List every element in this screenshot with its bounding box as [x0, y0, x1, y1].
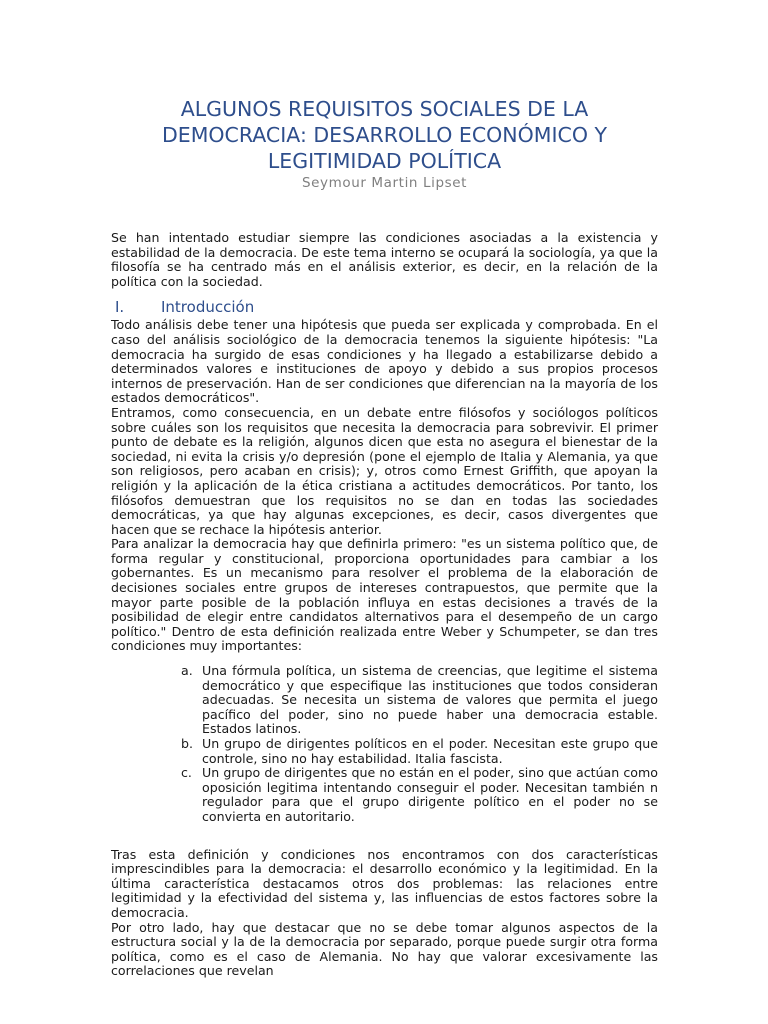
paragraph-definition: Para analizar la democracia hay que definirla primero: "es un sistema político que, de forma regular y constitucional, proporciona oportunidades para cambiar a los gobernantes. Es un mecanismo para resolver el problema de la elaboración de decisiones sociales entre grupos de intereses contrapuestos, que permite que la mayor parte posible de la población influya en estas decisiones a través de la posibilidad de elegir entre candidatos alternativos para el desempeño de un cargo político." Dentro de esta definición realizada entre Weber y Schumpeter, se dan tres condiciones muy importantes: — [111, 536, 658, 654]
list-marker: a. — [181, 663, 193, 679]
title-line-1: ALGUNOS REQUISITOS SOCIALES DE LA — [180, 97, 589, 121]
list-item-text: Un grupo de dirigentes políticos en el poder. Necesitan este grupo que controle, sino no hay estabilidad. Italia fascista. — [202, 736, 658, 766]
list-item-text: Una fórmula política, un sistema de creencias, que legitime el sistema democrático y que especifique las instituciones que todos consideran adecuadas. Se necesita un sistema de valores que permita el juego pacífico del poder, sino no puede haber una democracia estable. Estados latinos. — [202, 663, 658, 737]
author-name: Seymour Martin Lipset — [301, 175, 468, 191]
intro-paragraph: Se han intentado estudiar siempre las condiciones asociadas a la existencia y estabilidad de la democracia. De este tema interno se ocupará la sociología, ya que la filosofía se ha centrado más en el análisis exterior, es decir, en la relación de la política con la sociedad. — [111, 230, 658, 289]
section-number: I. — [115, 298, 125, 317]
paragraph-characteristics: Tras esta definición y condiciones nos encontramos con dos características imprescindibles para la democracia: el desarrollo económico y la legitimidad. En la última característica destacamos otros dos problemas: las relaciones entre legitimidad y la efectividad del sistema y, las influencias de estos factores sobre la democracia. — [111, 846, 658, 920]
paragraph-structure: Por otro lado, hay que destacar que no se debe tomar algunos aspectos de la estructura social y la de la democracia por separado, porque puede surgir otra forma política, como es el caso de Alemania. No hay que valorar excesivamente las correlaciones que revelan — [111, 919, 658, 979]
paragraph-hypothesis: Todo análisis debe tener una hipótesis que pueda ser explicada y comprobada. En el caso del análisis sociológico de la democracia tenemos la siguiente hipótesis: "La democracia ha surgido de esas condiciones y ha llegado a estabilizarse debido a determinados valores e instituciones de apoyo y debido a sus propios procesos internos de preservación. Han de ser condiciones que diferencian na la mayoría de los estados democráticos". — [111, 317, 658, 406]
document-title — [111, 96, 658, 174]
section-heading — [111, 298, 658, 316]
title-line-2: DEMOCRACIA: DESARROLLO ECONÓMICO Y — [161, 123, 608, 147]
paragraph-debate: Entramos, como consecuencia, en un debate entre filósofos y sociólogos políticos sobre cuáles son los requisitos que necesita la democracia para sobrevivir. El primer punto de debate es la religión, algunos dicen que esta no asegura el bienestar de la sociedad, ni evita la crisis y/o depresión (pone el ejemplo de Italia y Alemania, ya que son religiosos, pero acaban en crisis); y, otros como Ernest Griffith, que apoyan la religión y la aplicación de la ética cristiana a actitudes democráticos. Por tanto, los filósofos demuestran que los requisitos no se dan en todas las sociedades democráticas, ya que hay algunas excepciones, es decir, casos divergentes que hacen que se rechace la hipótesis anterior. — [111, 404, 658, 537]
list-item — [181, 737, 658, 766]
list-item — [181, 766, 658, 824]
list-item — [181, 664, 658, 737]
section-title: Introducción — [161, 298, 255, 317]
conditions-list — [111, 664, 658, 825]
list-item-text: Un grupo de dirigentes que no están en el poder, sino que actúan como oposición legitima intentando conseguir el poder. Necesitan también n regulador para que el grupo dirigente político en el poder no se convierta en autoritario. — [202, 765, 658, 824]
list-marker: c. — [181, 765, 192, 781]
list-marker: b. — [181, 736, 193, 751]
title-line-3: LEGITIMIDAD POLÍTICA — [267, 149, 502, 173]
